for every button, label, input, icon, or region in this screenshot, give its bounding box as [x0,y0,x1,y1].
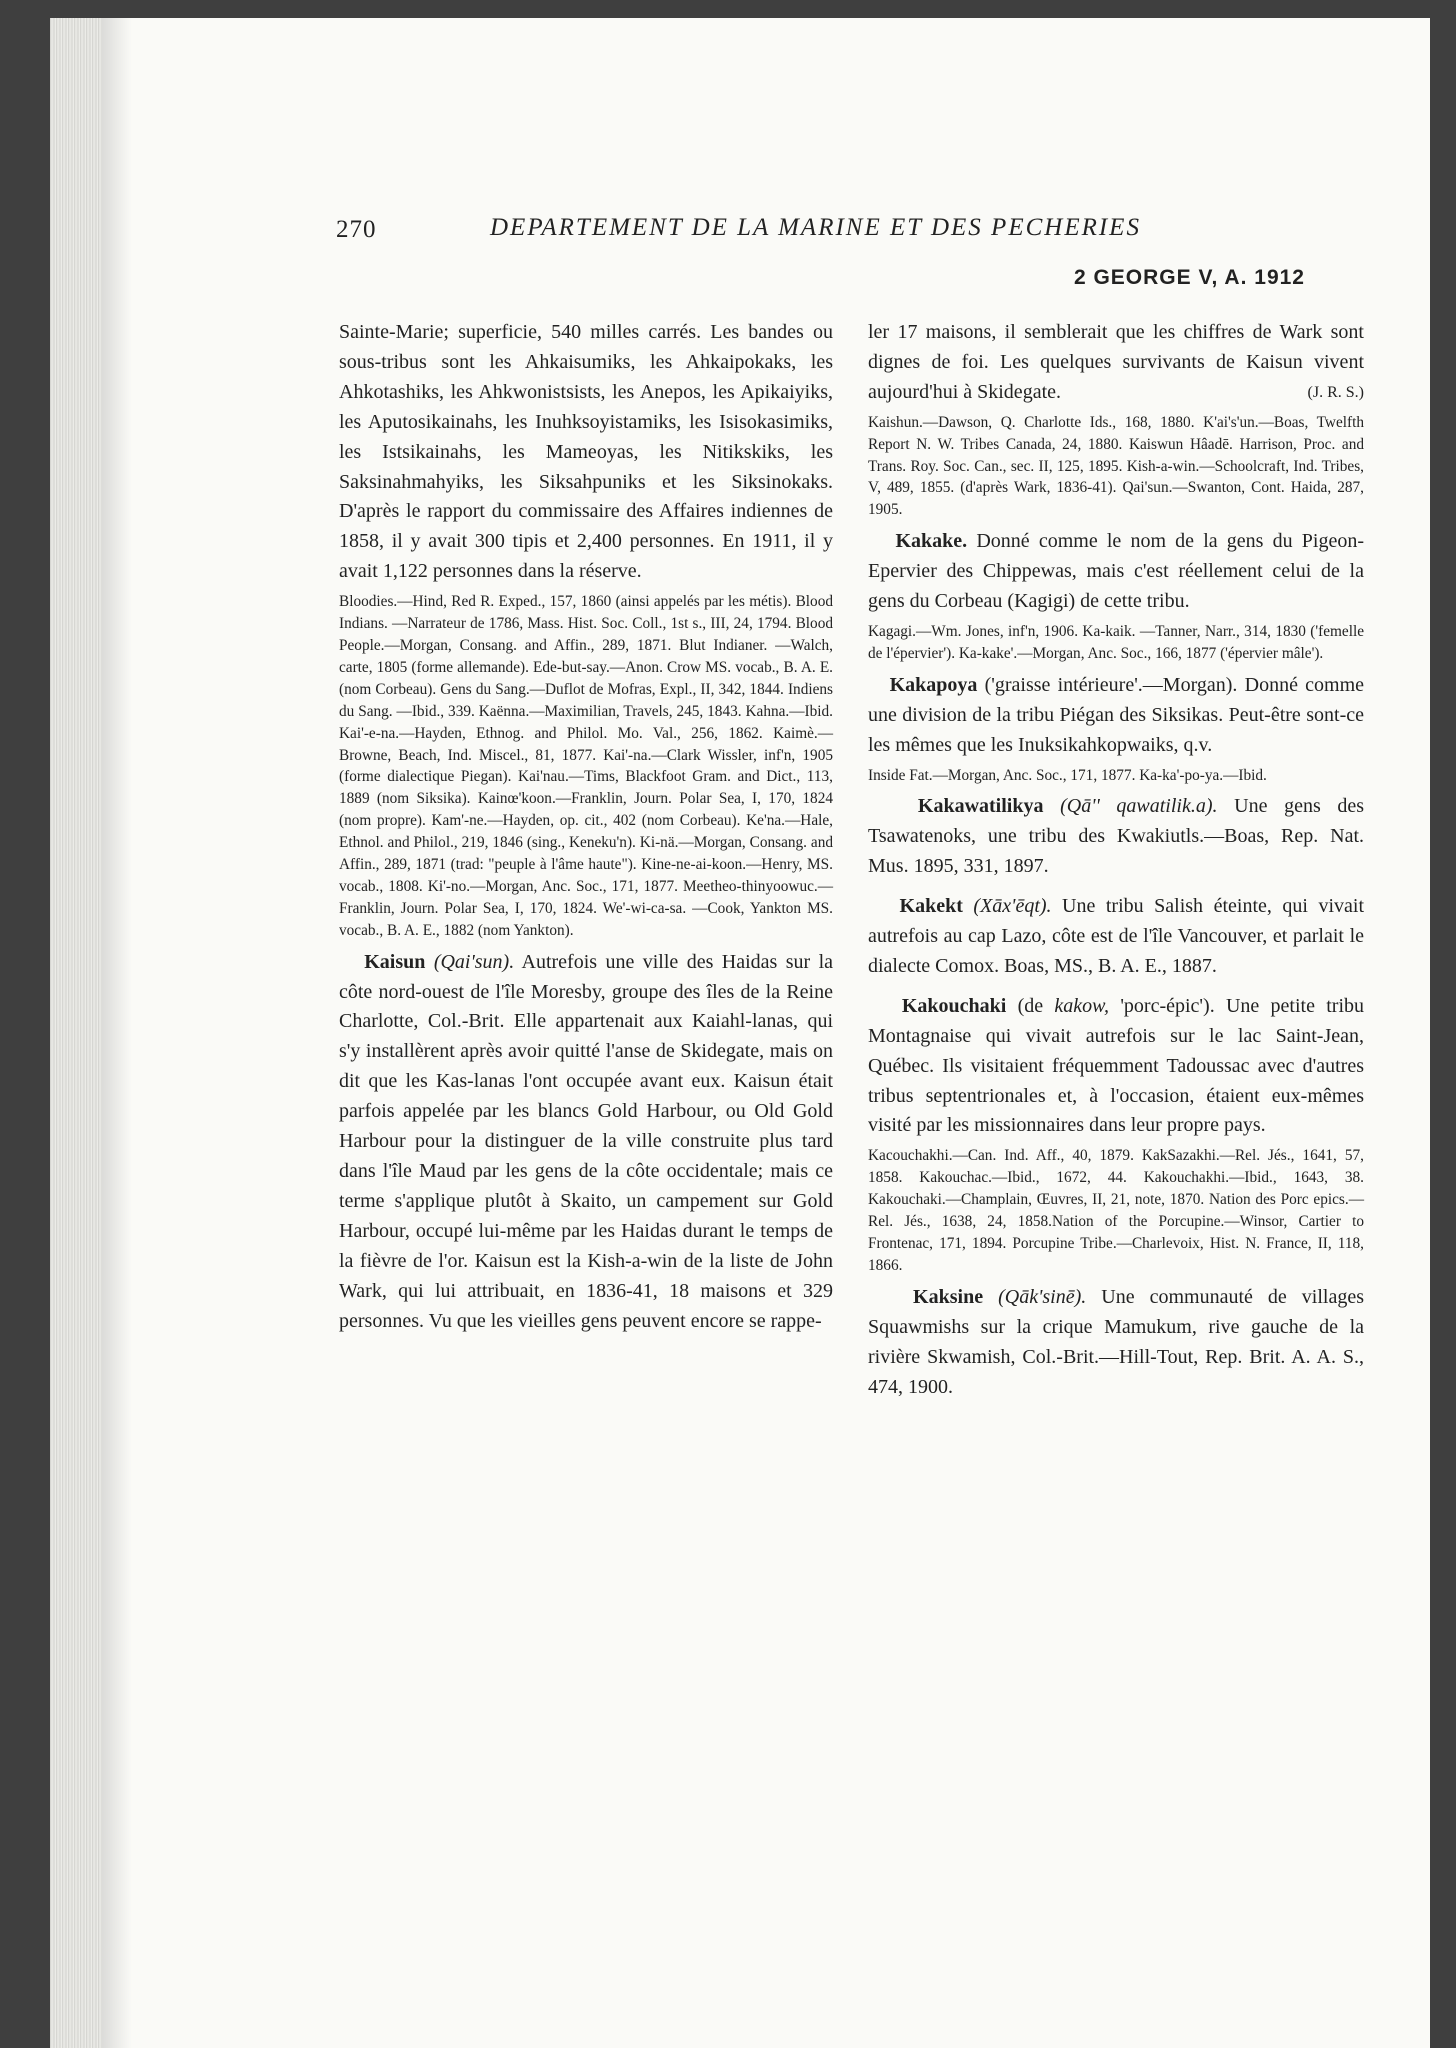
entry-text: ler 17 maisons, il semblerait que les chiffres de Wark sont dignes de foi. Les quelques survivants de Kaisun vivent aujourd'hui à Skidegate. [868,321,1364,403]
entry-kakapoya [868,671,1364,761]
page-number: 270 [336,216,377,243]
headword: Kaisun [364,950,426,973]
running-header: DEPARTEMENT DE LA MARINE ET DES PECHERIES [490,214,1141,241]
variant-form: (Qā'' qawatilik.a). [1060,795,1218,818]
book-page [50,18,1430,2048]
entry-text: Une tribu Salish éteinte, qui vivait autrefois au cap Lazo, côte est de l'île Vancouver, et parlait le dialecte Comox. Boas, MS., B. A. E., 1887. [868,895,1365,977]
variant-form: (Qai'sun). [433,950,515,973]
paragraph [868,318,1364,408]
headword: Kakapoya [889,673,978,696]
entry-text: ('graisse intérieure'.—Morgan). Donné comme une division de la tribu Piégan des Siksikas. Peut-être sont-ce les mêmes que les Inuksikahkopwaiks, q.v. [868,673,1365,756]
variant-form: (Xāx'ēqt). [973,895,1052,918]
entry-kakouchaki [868,992,1364,1142]
entry-kakawatilikya [868,792,1364,882]
entry-text: Donné comme le nom de la gens du Pigeon-Epervier des Chippewas, mais c'est réellement celui de la gens du Corbeau (Kagigi) de cette tribu. [868,530,1365,613]
author-initials: (J. R. S.) [1307,383,1364,401]
citations: Kagagi.—Wm. Jones, inf'n, 1906. Ka-kaik. —Tanner, Narr., 314, 1830 ('femelle de l'épervier'). Ka-kake'.—Morgan, Anc. Soc., 166, 1877 ('épervier mâle'). [868,622,1364,662]
variant-form: (Qāk'sinē). [998,1285,1087,1308]
variant-form: kakow, [1054,994,1110,1017]
gutter-shadow [102,18,132,2048]
session-label: 2 GEORGE V, A. 1912 [1073,266,1305,289]
entry-text: (de [1017,994,1044,1017]
headword: Kakouchaki [901,994,1007,1017]
headword: Kakekt [899,895,963,918]
citations: Kaishun.—Dawson, Q. Charlotte Ids., 168, 1880. K'ai's'un.—Boas, Twelfth Report N. W. Tribes Canada, 24, 1880. Kaiswun Hâadē. Harrison, Proc. and Trans. Roy. Soc. Can., sec. II, 125, 1895. Kish-a-win.—Schoolcraft, Ind. Tribes, V, 489, 1855. (d'après Wark, 1836-41). Qai'sun.—Swanton, Cont. Haida, 287, 1905. [868,413,1364,519]
left-column [339,318,833,1336]
entry-text: Une gens des Tsawatenoks, une tribu des Kwakiutls.—Boas, Rep. Nat. Mus. 1895, 331, 1897. [868,795,1365,878]
entry-text: 'porc-épic'). Une petite tribu Montagnaise qui vivait autrefois sur le lac Saint-Jean, Québec. Ils visitaient fréquemment Tadoussac avec d'autres tribus septentrionales et, à l'occasion, étaient eux-mêmes visité par les missionnaires dans leur propre pays. [868,994,1365,1137]
entry-kakake [868,527,1364,617]
citations: Bloodies.—Hind, Red R. Exped., 157, 1860 (ainsi appelés par les métis). Blood Indians. —Narrateur de 1786, Mass. Hist. Soc. Coll., 1st s., III, 24, 1794. Blood People.—Morgan, Consang. and Affin., 289, 1871. Blut Indianer. —Walch, carte, 1805 (forme allemande). Ede-but-say.—Anon. Crow MS. vocab., B. A. E. (nom Corbeau). Gens du Sang.—Duflot de Mofras, Expl., II, 342, 1844. Indiens du Sang. —Ibid., 339. Kaënna.—Maximilian, Travels, 245, 1843. Kahna.—Ibid. Kai'-e-na.—Hayden, Ethnog. and Philol. Mo. Val., 256, 1862. Kaimè.—Browne, Beach, Ind. Miscel., 81, 1877. Kai'-na.—Clark Wissler, inf'n, 1905 (forme dialectique Piegan). Kai'nau.—Tims, Blackfoot Gram. and Dict., 113, 1889 (nom Siksika). Kainœ'koon.—Franklin, Journ. Polar Sea, I, 170, 1824 (nom propre). Kam'-ne.—Hayden, op. cit., 402 (nom Corbeau). Ke'na.—Hale, Ethnol. and Philol., 219, 1846 (sing., Keneku'n). Ki-nä.—Morgan, Consang. and Affin., 289, 1871 (trad: "peuple à l'âme haute"). Kine-ne-ai-koon.—Henry, MS. vocab., 1808. Ki'-no.—Morgan, Anc. Soc., 171, 1877. Meetheo-thinyoowuc.—Franklin, Journ. Polar Sea, I, 170, 1824. We'-wi-ca-sa. —Cook, Yankton MS. vocab., B. A. E., 1882 (nom Yankton). [339,593,833,939]
headword: Kakake. [895,530,968,553]
spacer [868,882,1364,892]
paragraph: Sainte-Marie; superficie, 540 milles carrés. Les bandes ou sous-tribus sont les Ahkaisumiks, les Ahkaipokaks, les Ahkotashiks, les Ahkwonistsists, les Anepos, les Apikaiyiks, les Aputosikainahs, les Inuhksoyistamiks, les Isisokasimiks, les Istsikainahs, les Mameoyas, les Nitikskiks, les Saksinahmahyiks, les Siksahpuniks et les Siksinokaks. D'après le rapport du commissaire des Affaires indiennes de 1858, il y avait 300 tipis et 2,400 personnes. En 1911, il y avait 1,122 personnes dans la réserve. [339,321,833,583]
citations: Inside Fat.—Morgan, Anc. Soc., 171, 1877. Ka-ka'-po-ya.—Ibid. [868,766,1267,784]
entry-kakekt [868,892,1364,982]
headword: Kaksine [913,1285,984,1308]
spacer [868,982,1364,992]
entry-kaksine [868,1283,1364,1403]
citations: Kacouchakhi.—Can. Ind. Aff., 40, 1879. KakSazakhi.—Rel. Jés., 1641, 57, 1858. Kakouchac.—Ibid., 1672, 44. Kakouchakhi.—Ibid., 1643, 38. Kakouchaki.—Champlain, Œuvres, II, 21, note, 1870. Nation des Porc epics.—Rel. Jés., 1638, 24, 1858.Nation of the Porcupine.—Winsor, Cartier to Frontenac, 171, 1894. Porcupine Tribe.—Charlevoix, Hist. N. France, II, 118, 1866. [868,1147,1364,1274]
entry-text: Une communauté de villages Squawmishs sur la crique Mamukum, rive gauche de la rivière Skwamish, Col.-Brit.—Hill-Tout, Rep. Brit. A. A. S., 474, 1900. [868,1285,1364,1398]
headword: Kakawatilikya [917,795,1044,818]
page-stack-edge [50,18,102,2048]
entry-kaisun [339,948,833,1337]
right-column [868,318,1364,1402]
entry-text: Autrefois une ville des Haidas sur la côte nord-ouest de l'île Moresby, groupe des îles de la Reine Charlotte, Col.-Brit. Elle appartenait aux Kaiahl-lanas, qui s'y installèrent après avoir quitté l'anse de Skidegate, mais on dit que les Kas-lanas l'ont occupée avant eux. Kaisun était parfois appelée par les blancs Gold Harbour, ou Old Gold Harbour pour la distinguer de la ville construite plus tard dans l'île Maud par les gens de la côte occidentale; mais ce terme s'applique plutôt à Skaito, un campement sur Gold Harbour, occupé lui-même par les Haidas durant le temps de la fièvre de l'or. Kaisun est la Kish-a-win de la liste de John Wark, qui lui attribuait, en 1836-41, 18 maisons et 329 personnes. Vu que les vieilles gens peuvent encore se rappe- [339,950,834,1332]
